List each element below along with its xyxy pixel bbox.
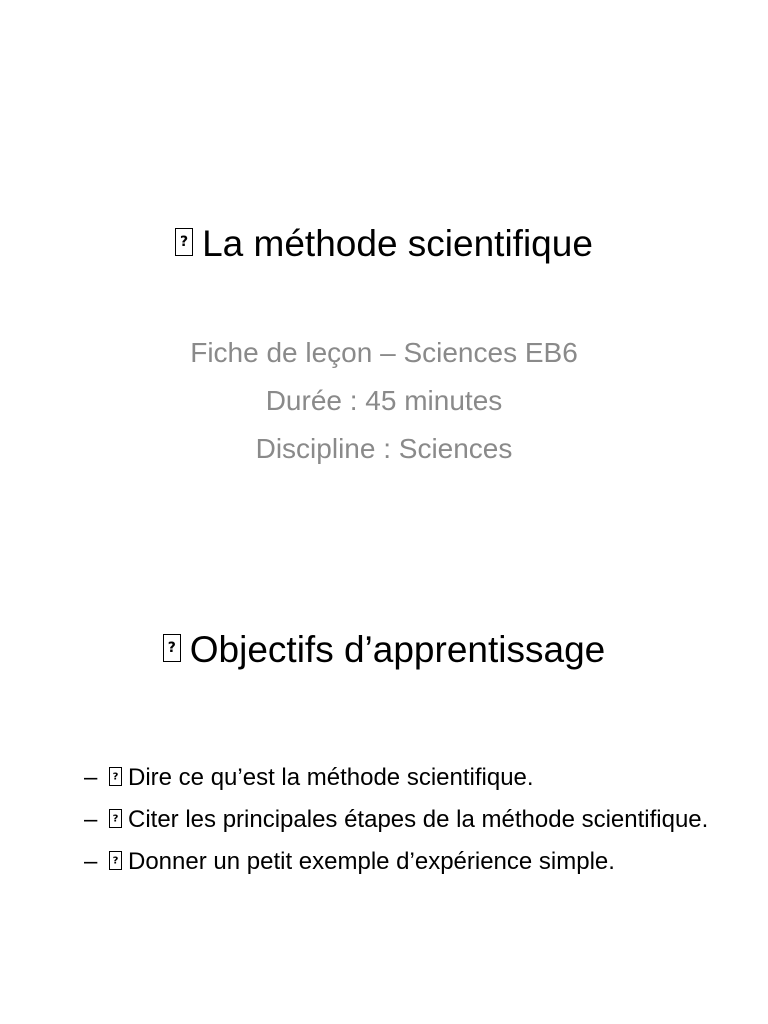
lesson-title: [0, 222, 768, 266]
list-item: [84, 760, 724, 795]
objectives-title: [0, 628, 768, 672]
bullet-dash: –: [84, 764, 98, 791]
missing-glyph-icon: [109, 809, 122, 828]
lesson-discipline-line: Discipline : Sciences: [255, 433, 513, 464]
lesson-info: [0, 333, 768, 477]
missing-glyph-icon: [109, 767, 122, 786]
lesson-duration-line: Durée : 45 minutes: [265, 385, 503, 416]
lesson-title-text: La méthode scientifique: [202, 223, 593, 264]
missing-glyph-icon: [175, 228, 193, 256]
list-item: [84, 844, 724, 879]
lesson-sheet-line: Fiche de leçon – Sciences EB6: [190, 337, 578, 368]
objectives-list: [84, 760, 724, 886]
bullet-dash: –: [84, 806, 98, 833]
list-item: [84, 802, 724, 837]
bullet-dash: –: [84, 848, 98, 875]
objective-text: Citer les principales étapes de la méthode scientifique.: [128, 806, 709, 833]
objective-text: Dire ce qu’est la méthode scientifique.: [128, 764, 534, 791]
missing-glyph-icon: [109, 851, 122, 870]
objective-text: Donner un petit exemple d’expérience simple.: [128, 848, 615, 875]
missing-glyph-icon: [163, 634, 181, 662]
objectives-title-text: Objectifs d’apprentissage: [189, 629, 606, 670]
